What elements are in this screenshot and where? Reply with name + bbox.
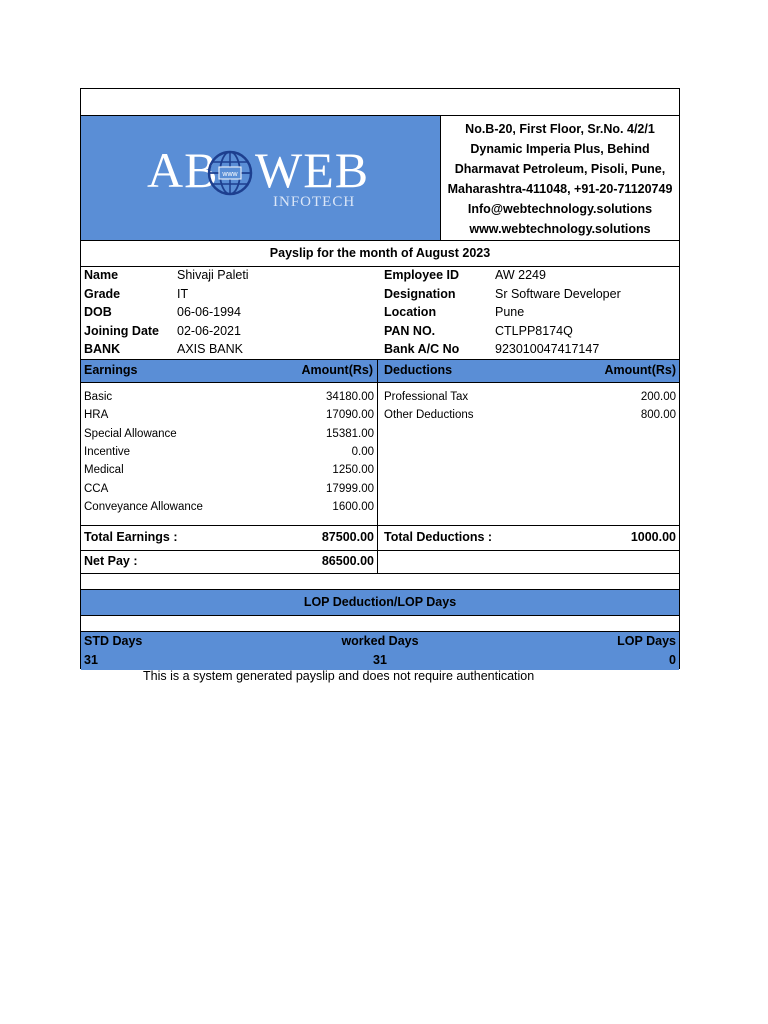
logo-subtext: INFOTECH	[273, 194, 356, 210]
earning-amount: 1600.00	[332, 500, 374, 513]
address-line: Dynamic Imperia Plus, Behind	[470, 142, 650, 156]
address-line: Dharmavat Petroleum, Pisoli, Pune,	[454, 162, 666, 176]
column-divider	[377, 526, 378, 550]
employee-label: Employee ID	[384, 268, 460, 282]
employee-value: CTLPP8174Q	[495, 323, 573, 338]
employee-value: AXIS BANK	[177, 342, 243, 356]
total-earnings-label: Total Earnings :	[84, 530, 178, 544]
payslip-sheet	[80, 88, 680, 669]
total-deductions-label: Total Deductions :	[384, 530, 493, 544]
employee-label: BANK	[84, 342, 121, 356]
earning-label: CCA	[84, 482, 109, 495]
employee-value: AW 2249	[495, 268, 546, 282]
logo-text-web: WEB	[255, 142, 370, 198]
logo-panel	[81, 116, 441, 240]
svg-text:www: www	[222, 171, 238, 178]
employee-value: IT	[177, 286, 189, 301]
earning-amount: 15381.00	[326, 427, 374, 440]
net-pay-label: Net Pay :	[84, 554, 138, 568]
address-line: Info@webtechnology.solutions	[467, 202, 653, 216]
globe-icon	[205, 148, 255, 198]
lop-days-value: 0	[669, 653, 676, 667]
earnings-amount-header: Amount(Rs)	[301, 363, 373, 377]
footer-note: This is a system generated payslip and does not require authentication	[143, 669, 535, 683]
deduction-label: Professional Tax	[384, 391, 469, 403]
deduction-amount: 800.00	[640, 409, 676, 422]
earning-label: Incentive	[84, 445, 131, 458]
column-divider	[377, 551, 378, 573]
top-blank-row	[81, 89, 679, 116]
earning-amount: 17090.00	[326, 409, 374, 422]
std-days-value: 31	[84, 653, 98, 667]
total-earnings-value: 87500.00	[321, 530, 374, 544]
lop-title-band	[81, 590, 679, 615]
employee-label: Joining Date	[84, 323, 160, 338]
worked-days-value: 31	[373, 653, 387, 667]
lop-days-band	[81, 631, 679, 670]
employee-value: 02-06-2021	[177, 323, 241, 338]
address-line: Maharashtra-411048, +91-20-71120749	[447, 182, 673, 196]
lop-title: LOP Deduction/LOP Days	[303, 595, 457, 609]
worked-days-label: worked Days	[341, 634, 419, 648]
company-address	[441, 116, 679, 240]
address-line: No.B-20, First Floor, Sr.No. 4/2/1	[465, 122, 655, 136]
earning-label: Basic	[84, 391, 113, 403]
employee-value: Shivaji Paleti	[177, 268, 249, 282]
divider	[81, 525, 679, 526]
employee-value: 923010047417147	[495, 342, 600, 356]
total-deductions-value: 1000.00	[630, 530, 676, 544]
divider	[81, 573, 679, 574]
employee-label: Bank A/C No	[384, 342, 460, 356]
employee-label: Location	[384, 305, 437, 319]
earnings-deductions-header	[81, 359, 679, 383]
employee-label: Designation	[384, 286, 456, 301]
deductions-amount-header: Amount(Rs)	[604, 363, 676, 377]
earning-amount: 1250.00	[332, 464, 374, 477]
payslip-title: Payslip for the month of August 2023	[269, 246, 491, 260]
employee-label: Name	[84, 268, 119, 282]
lop-days-label: LOP Days	[617, 634, 676, 648]
deductions-header-label: Deductions	[384, 363, 453, 377]
earning-amount: 0.00	[351, 445, 374, 458]
deduction-label: Other Deductions	[384, 409, 474, 422]
employee-value: Pune	[495, 305, 525, 319]
column-divider	[377, 360, 378, 382]
net-pay-value: 86500.00	[321, 554, 374, 568]
logo-text-ab: AB	[147, 142, 219, 198]
employee-value: Sr Software Developer	[495, 286, 621, 301]
employee-label: PAN NO.	[384, 323, 436, 338]
employee-label: Grade	[84, 286, 121, 301]
earning-amount: 17999.00	[326, 482, 374, 495]
earning-label: Conveyance Allowance	[84, 500, 203, 513]
column-divider	[377, 381, 378, 526]
divider	[81, 550, 679, 551]
earning-label: Special Allowance	[84, 427, 177, 440]
address-line: www.webtechnology.solutions	[469, 222, 651, 236]
employee-value: 06-06-1994	[177, 305, 241, 319]
divider	[81, 615, 679, 616]
divider	[81, 266, 679, 267]
earning-label: Medical	[84, 464, 124, 477]
employee-label: DOB	[84, 305, 112, 319]
earning-amount: 34180.00	[326, 391, 374, 403]
earnings-header-label: Earnings	[84, 363, 138, 377]
std-days-label: STD Days	[84, 634, 143, 648]
company-logo	[147, 142, 370, 214]
deduction-amount: 200.00	[640, 391, 676, 403]
earning-label: HRA	[84, 409, 109, 422]
